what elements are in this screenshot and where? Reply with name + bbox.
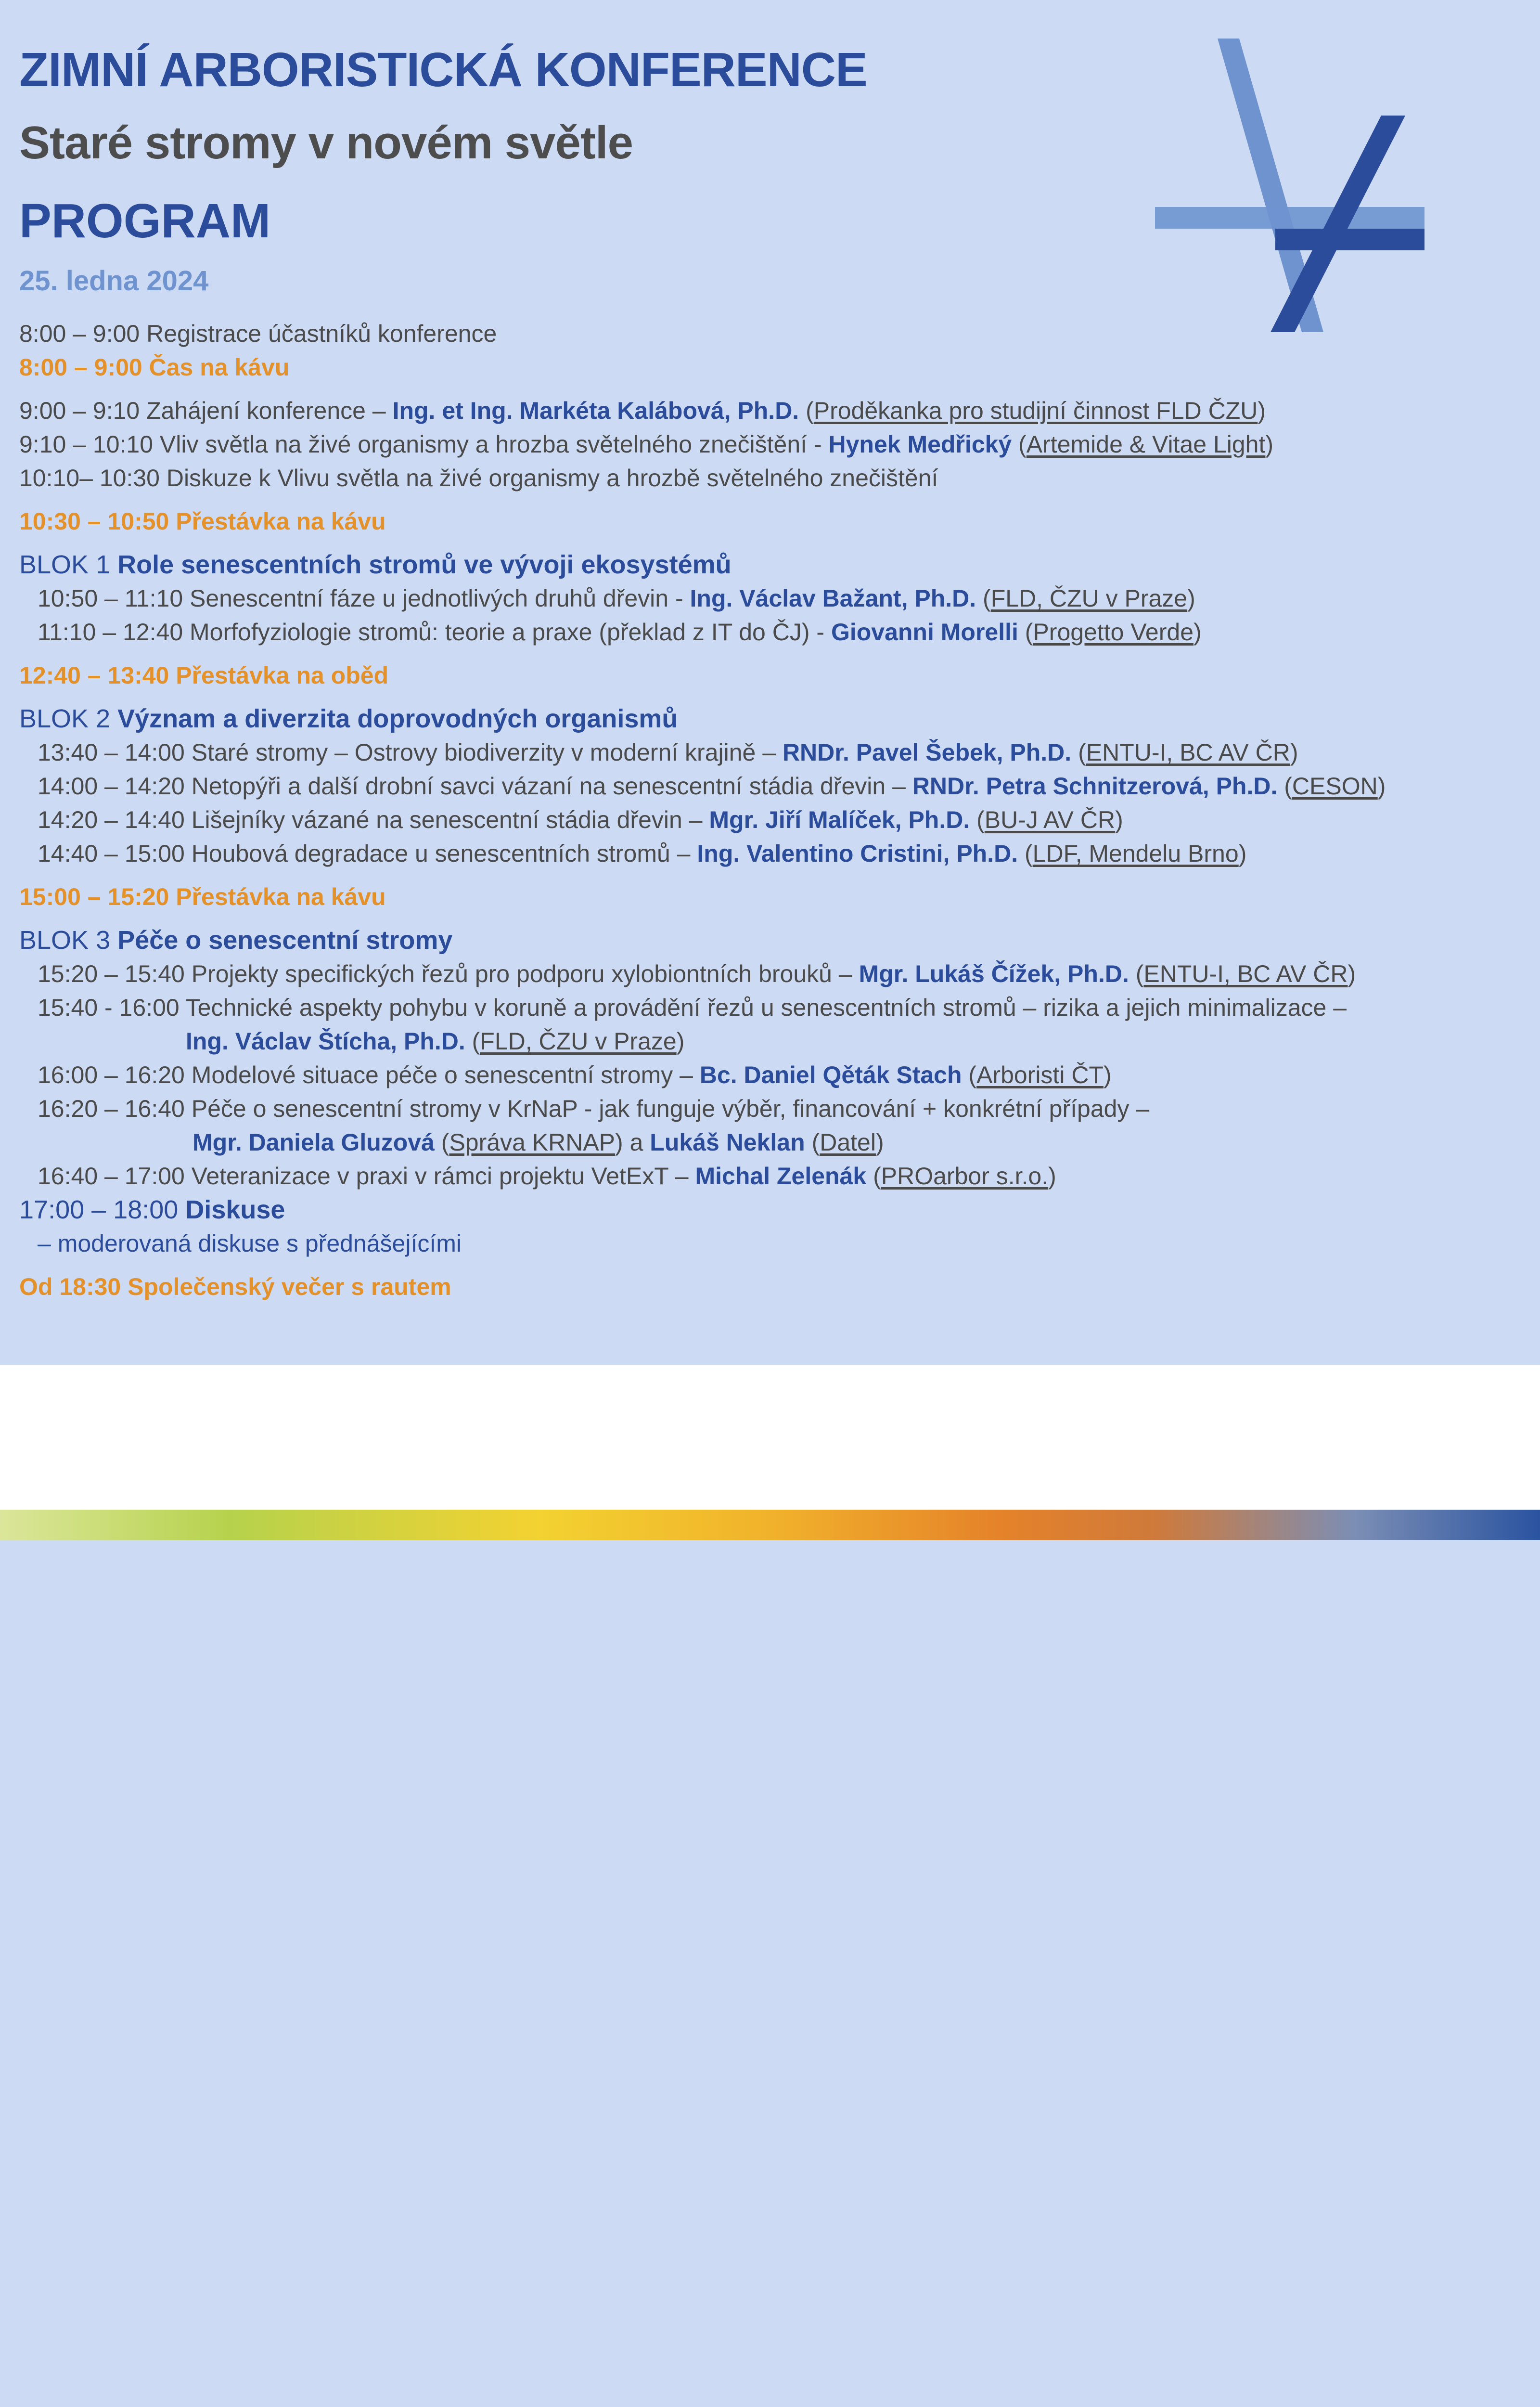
program-row-continued: Mgr. Daniela Gluzová (Správa KRNAP) a Lukáš Neklan (Datel) <box>192 1129 884 1156</box>
program-row: 14:40 – 15:00 Houbová degradace u senescentních stromů – Ing. Valentino Cristini, Ph.D. (LDF, Mendelu Brno) <box>38 840 1247 867</box>
affiliation-link[interactable]: FLD, ČZU v Praze <box>990 585 1188 612</box>
time-topic: 9:10 – 10:10 Vliv světla na živé organismy a hrozba světelného znečištění - <box>19 431 829 458</box>
affiliation-link[interactable]: Proděkanka pro studijní činnost FLD ČZU <box>813 397 1258 424</box>
footer <box>0 1365 1540 1510</box>
speaker-name: Ing. et Ing. Markéta Kalábová, Ph.D. <box>392 397 799 424</box>
speaker-name: Lukáš Neklan <box>650 1129 805 1156</box>
conference-date: 25. ledna 2024 <box>19 265 209 297</box>
blok-heading <box>19 702 1530 736</box>
time-topic: 16:00 – 16:20 Modelové situace péče o senescentní stromy – <box>38 1061 700 1088</box>
conference-title: ZIMNÍ ARBORISTICKÁ KONFERENCE <box>19 43 867 97</box>
program-row: 15:20 – 15:40 Projekty specifických řezů pro podporu xylobiontních brouků – Mgr. Lukáš Čížek, Ph.D. (ENTU-I, BC AV ČR) <box>38 960 1356 987</box>
time-topic: 14:20 – 14:40 Lišejníky vázané na senescentní stádia dřevin – <box>38 806 709 833</box>
affiliation-link[interactable]: ENTU-I, BC AV ČR <box>1086 739 1290 766</box>
time-topic: 9:00 – 9:10 Zahájení konference – <box>19 397 393 424</box>
time-topic: 16:40 – 17:00 Veteranizace v praxi v rámci projektu VetExT – <box>38 1163 695 1190</box>
arboristicka-akademie-big-logo-icon <box>1155 34 1444 342</box>
program-row: 14:00 – 14:20 Netopýři a další drobní savci vázaní na senescentní stádia dřevin – RNDr. Petra Schnitzerová, Ph.D. (CESON) <box>38 773 1386 800</box>
discussion-subtitle: – moderovaná diskuse s přednášejícími <box>38 1230 462 1257</box>
affiliation-link[interactable]: LDF, Mendelu Brno <box>1032 840 1239 867</box>
program-heading: PROGRAM <box>19 194 271 248</box>
blok-title: Role senescentních stromů ve vývoji ekosystémů <box>117 550 732 579</box>
blok-heading <box>19 923 1530 957</box>
speaker-name: RNDr. Pavel Šebek, Ph.D. <box>782 739 1072 766</box>
program-row: 16:40 – 17:00 Veteranizace v praxi v rámci projektu VetExT – Michal Zelenák (PROarbor s.r.o.) <box>38 1163 1056 1190</box>
program-row: 15:40 - 16:00 Technické aspekty pohybu v koruně a provádění řezů u senescentních stromů – rizika a jejich minimalizace – <box>38 994 1347 1021</box>
blok-label: BLOK 3 <box>19 926 118 955</box>
program-row: 10:50 – 11:10 Senescentní fáze u jednotlivých druhů dřevin - Ing. Václav Bažant, Ph.D. (FLD, ČZU v Praze) <box>38 585 1195 612</box>
break-row: 8:00 – 9:00 Čas na kávu <box>19 354 290 381</box>
speaker-name: Mgr. Lukáš Čížek, Ph.D. <box>859 960 1129 987</box>
affiliation-link[interactable]: Progetto Verde <box>1033 619 1194 646</box>
blok-title: Péče o senescentní stromy <box>117 926 453 955</box>
speaker-name: Ing. Václav Štícha, Ph.D. <box>186 1028 465 1055</box>
discussion-title: Diskuse <box>185 1195 285 1224</box>
break-row: 10:30 – 10:50 Přestávka na kávu <box>19 508 386 535</box>
program-row: 16:20 – 16:40 Péče o senescentní stromy v KrNaP - jak funguje výběr, financování + konkrétní případy – <box>38 1095 1150 1122</box>
time-topic: 10:50 – 11:10 Senescentní fáze u jednotlivých druhů dřevin - <box>38 585 690 612</box>
speaker-name: Hynek Medřický <box>828 431 1012 458</box>
program-list <box>19 317 1530 1304</box>
affiliation-link[interactable]: FLD, ČZU v Praze <box>480 1028 677 1055</box>
affiliation-link[interactable]: PROarbor s.r.o. <box>881 1163 1049 1190</box>
discussion-heading <box>19 1193 1530 1227</box>
blok-title: Význam a diverzita doprovodných organismů <box>117 704 678 733</box>
program-row: 8:00 – 9:00 Registrace účastníků konference <box>19 320 497 347</box>
discussion-time: 17:00 – 18:00 <box>19 1195 186 1224</box>
program-row: 14:20 – 14:40 Lišejníky vázané na senescentní stádia dřevin – Mgr. Jiří Malíček, Ph.D. (BU-J AV ČR) <box>38 806 1123 833</box>
affiliation-link[interactable]: ENTU-I, BC AV ČR <box>1143 960 1348 987</box>
conjunction: a <box>623 1129 650 1156</box>
program-row: 9:10 – 10:10 Vliv světla na živé organismy a hrozba světelného znečištění - Hynek Medřický (Artemide & Vitae Light) <box>19 431 1274 458</box>
affiliation-link[interactable]: Arboristi ČT <box>976 1061 1104 1088</box>
time-topic: 14:00 – 14:20 Netopýři a další drobní savci vázaní na senescentní stádia dřevin – <box>38 773 912 800</box>
speaker-name: Ing. Valentino Cristini, Ph.D. <box>697 840 1018 867</box>
time-topic: 15:20 – 15:40 Projekty specifických řezů pro podporu xylobiontních brouků – <box>38 960 859 987</box>
blok-label: BLOK 1 <box>19 550 118 579</box>
speaker-name: RNDr. Petra Schnitzerová, Ph.D. <box>912 773 1278 800</box>
affiliation-link[interactable]: BU-J AV ČR <box>984 806 1116 833</box>
speaker-name: Ing. Václav Bažant, Ph.D. <box>690 585 976 612</box>
speaker-name: Michal Zelenák <box>695 1163 867 1190</box>
affiliation-link[interactable]: Správa KRNAP <box>449 1129 616 1156</box>
break-row: 15:00 – 15:20 Přestávka na kávu <box>19 883 386 910</box>
blok-heading <box>19 548 1530 582</box>
speaker-name: Mgr. Daniela Gluzová <box>192 1129 435 1156</box>
conference-subtitle: Staré stromy v novém světle <box>19 117 633 168</box>
program-row: 13:40 – 14:00 Staré stromy – Ostrovy biodiverzity v moderní krajině – RNDr. Pavel Šebek, Ph.D. (ENTU-I, BC AV ČR) <box>38 739 1298 766</box>
bottom-gradient-bar <box>0 1510 1540 1540</box>
time-topic: 13:40 – 14:00 Staré stromy – Ostrovy biodiverzity v moderní krajině – <box>38 739 783 766</box>
evening-row: Od 18:30 Společenský večer s rautem <box>19 1273 451 1300</box>
program-row-continued: Ing. Václav Štícha, Ph.D. (FLD, ČZU v Praze) <box>186 1028 685 1055</box>
blok-label: BLOK 2 <box>19 704 118 733</box>
speaker-name: Bc. Daniel Qěták Stach <box>699 1061 962 1088</box>
program-row: 16:00 – 16:20 Modelové situace péče o senescentní stromy – Bc. Daniel Qěták Stach (Arboristi ČT) <box>38 1061 1112 1088</box>
time-topic: 11:10 – 12:40 Morfofyziologie stromů: teorie a praxe (překlad z IT do ČJ) - <box>38 619 831 646</box>
affiliation-link[interactable]: Datel <box>820 1129 876 1156</box>
speaker-name: Giovanni Morelli <box>831 619 1018 646</box>
affiliation-link[interactable]: Artemide & Vitae Light <box>1026 431 1266 458</box>
program-row: 11:10 – 12:40 Morfofyziologie stromů: teorie a praxe (překlad z IT do ČJ) - Giovanni Morelli (Progetto Verde) <box>38 619 1202 646</box>
time-topic: 14:40 – 15:00 Houbová degradace u senescentních stromů – <box>38 840 697 867</box>
program-row: 10:10– 10:30 Diskuze k Vlivu světla na živé organismy a hrozbě světelného znečištění <box>19 465 938 492</box>
speaker-name: Mgr. Jiří Malíček, Ph.D. <box>709 806 970 833</box>
affiliation-link[interactable]: CESON <box>1292 773 1378 800</box>
break-row: 12:40 – 13:40 Přestávka na oběd <box>19 662 389 689</box>
program-row: 9:00 – 9:10 Zahájení konference – Ing. et Ing. Markéta Kalábová, Ph.D. (Proděkanka pro studijní činnost FLD ČZU) <box>19 397 1266 424</box>
